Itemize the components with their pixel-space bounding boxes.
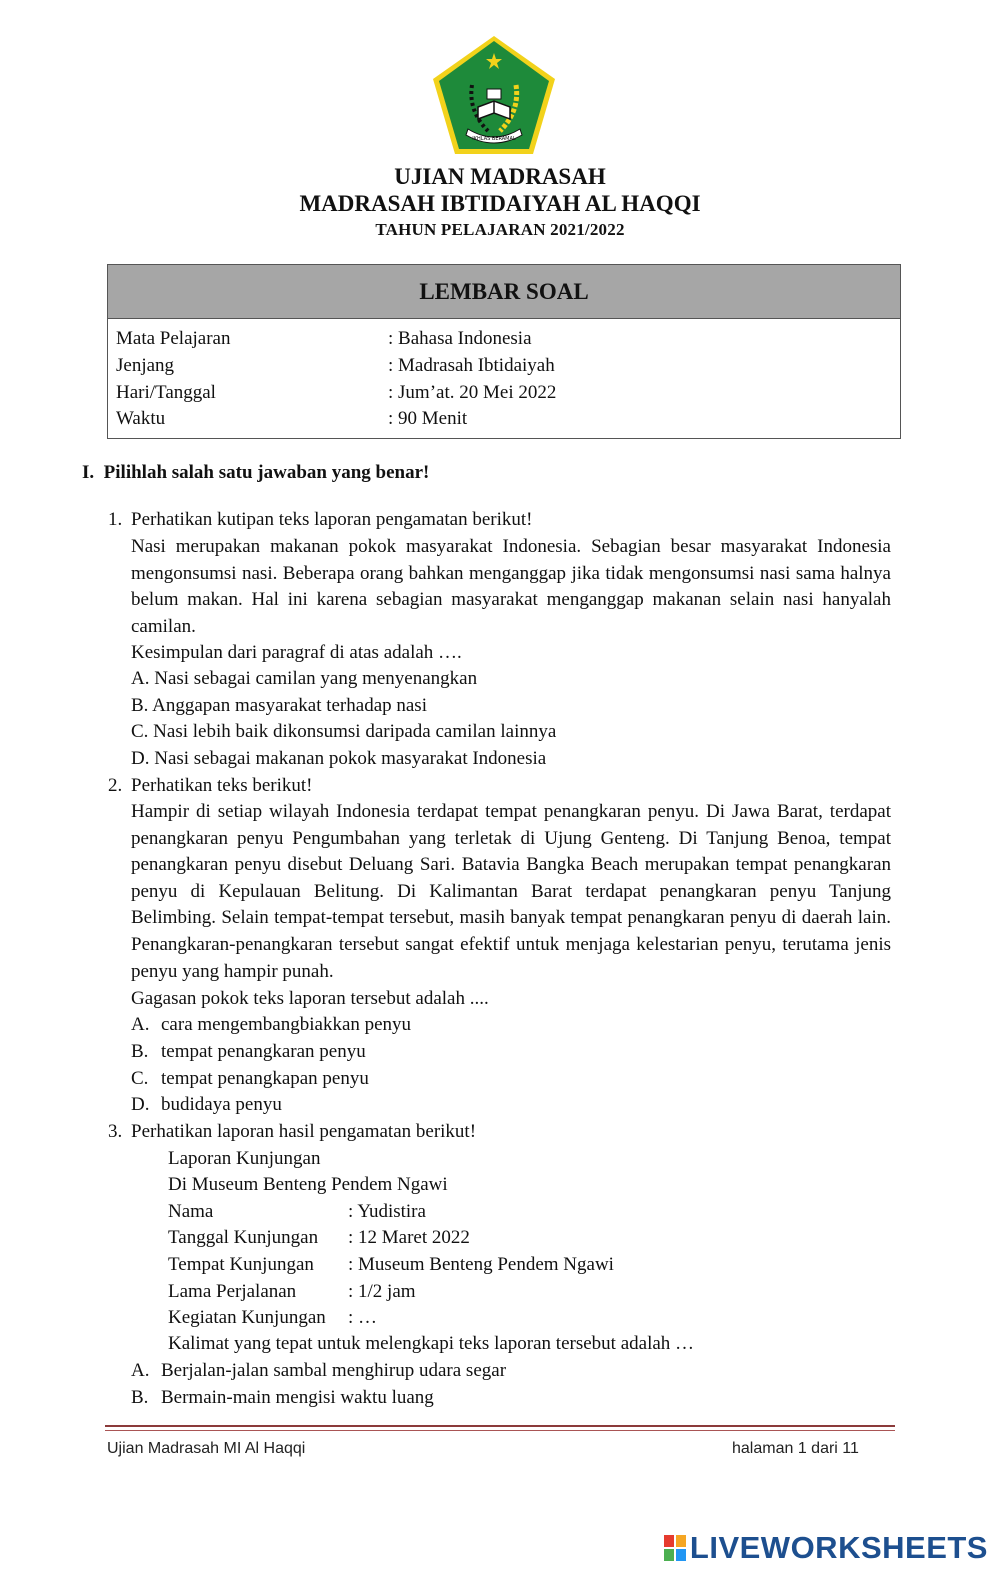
report-field-label: Tanggal Kunjungan [168,1227,319,1248]
report-field-label: Tempat Kunjungan [168,1254,314,1275]
section-heading [82,462,429,484]
footer-rule [105,1425,895,1427]
report-field-value: : Museum Benteng Pendem Ngawi [348,1254,614,1275]
question-number: 3. [108,1121,123,1142]
answer-option-letter: B. [131,1387,149,1408]
footer-page-number: halaman 1 dari 11 [732,1440,859,1457]
answer-option[interactable]: B. Anggapan masyarakat terhadap nasi [131,695,427,716]
question-number: 1. [108,509,123,530]
report-title: Laporan Kunjungan [168,1148,321,1169]
question-text: Kalimat yang tepat untuk melengkapi teks laporan tersebut adalah … [168,1333,695,1354]
liveworksheets-watermark[interactable] [664,1530,988,1566]
answer-option[interactable]: Berjalan-jalan sambal menghirup udara segar [161,1360,507,1381]
info-value: : Jum’at. 20 Mei 2022 [388,382,557,403]
question-passage: Hampir di setiap wilayah Indonesia terdapat tempat penangkaran penyu. Di Jawa Barat, terdapat penangkaran penyu Pengumbahan yang terletak di Ujung Genteng. Di Tanjung Benoa, tempat penangkaran penyu disebut Deluang Sari. Batavia Bangka Beach merupakan tempat penangkaran penyu di Kepulauan Belitung. Di Kalimantan Barat terdapat penangkaran penyu Tanjung Belimbing. Selain tempat-tempat tersebut, masih banyak tempat penangkaran penyu di daerah lain. Penangkaran-penangkaran tersebut sangat efektif untuk menjaga kelestarian penyu, terutama jenis penyu yang hampir punah. [131,801,891,982]
info-value: : 90 Menit [388,408,468,429]
info-label: Hari/Tanggal [116,382,216,403]
answer-option-letter: A. [131,1014,150,1035]
ministry-logo [430,33,558,157]
report-field-value: : … [348,1307,378,1328]
question-number: 2. [108,775,123,796]
answer-option[interactable]: cara mengembangbiakkan penyu [161,1014,412,1035]
answer-option-letter: C. [131,1068,149,1089]
answer-option-letter: B. [131,1041,149,1062]
school-name: MADRASAH IBTIDAIYAH AL HAQQI [299,191,701,216]
footer-rule [105,1430,895,1431]
section-instruction: Pilihlah salah satu jawaban yang benar! [103,462,430,483]
question-text: Kesimpulan dari paragraf di atas adalah …. [131,642,462,663]
answer-option[interactable]: Bermain-main mengisi waktu luang [161,1387,434,1408]
info-value: : Madrasah Ibtidaiyah [388,355,555,376]
liveworksheets-logo-icon [664,1535,686,1561]
report-field-label: Nama [168,1201,214,1222]
watermark-text: LIVEWORKSHEETS [689,1530,988,1565]
report-field-value: : 12 Maret 2022 [348,1227,470,1248]
question-prompt: Perhatikan laporan hasil pengamatan berikut! [131,1121,477,1142]
info-box [107,264,901,439]
info-label: Waktu [116,408,166,429]
answer-option[interactable]: budidaya penyu [161,1094,282,1115]
question-text: Gagasan pokok teks laporan tersebut adalah .... [131,988,489,1009]
answer-option-letter: A. [131,1360,150,1381]
academic-year: TAHUN PELAJARAN 2021/2022 [375,220,625,239]
report-field-value: : Yudistira [348,1201,426,1222]
answer-option[interactable]: tempat penangkaran penyu [161,1041,366,1062]
info-value: : Bahasa Indonesia [388,328,532,349]
answer-option[interactable]: A. Nasi sebagai camilan yang menyenangkan [131,668,478,689]
info-label: Mata Pelajaran [116,328,231,349]
question-prompt: Perhatikan kutipan teks laporan pengamatan berikut! [131,509,533,530]
exam-title: UJIAN MADRASAH [394,164,606,189]
answer-option[interactable]: D. Nasi sebagai makanan pokok masyarakat Indonesia [131,748,547,769]
report-subtitle: Di Museum Benteng Pendem Ngawi [168,1174,448,1195]
report-field-value: : 1/2 jam [348,1281,416,1302]
question-passage: Nasi merupakan makanan pokok masyarakat Indonesia. Sebagian besar masyarakat Indonesia mengonsumsi nasi. Beberapa orang bahkan menganggap jika tidak mengonsumsi nasi sama halnya belum makan. Hal ini karena sebagian masyarakat menganggap makanan selain nasi hanyalah camilan. [131,536,891,637]
report-field-label: Kegiatan Kunjungan [168,1307,326,1328]
info-label: Jenjang [116,355,175,376]
answer-option-letter: D. [131,1094,150,1115]
logo-motto: IKHLAS BERAMAL [472,136,516,142]
section-number: I. [82,462,95,483]
footer-left: Ujian Madrasah MI Al Haqqi [107,1440,306,1457]
answer-option[interactable]: tempat penangkapan penyu [161,1068,369,1089]
answer-option[interactable]: C. Nasi lebih baik dikonsumsi daripada camilan lainnya [131,721,557,742]
info-box-title: LEMBAR SOAL [108,265,900,319]
question-prompt: Perhatikan teks berikut! [131,775,313,796]
report-field-label: Lama Perjalanan [168,1281,297,1302]
